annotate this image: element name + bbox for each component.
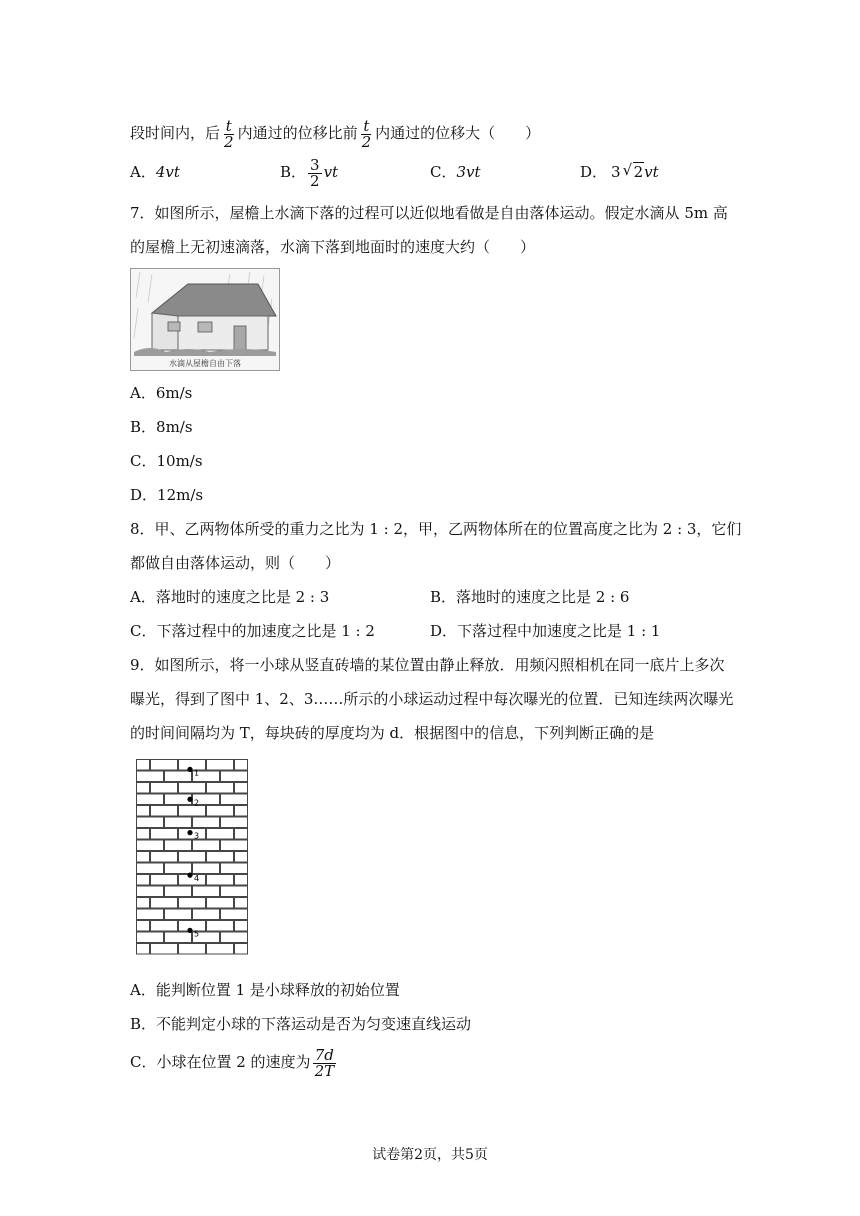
- brick: [221, 909, 248, 920]
- ball-position-3: [187, 830, 192, 835]
- q8-option-c: C．下落过程中的加速度之比是 1 : 2: [130, 622, 375, 640]
- brick: [221, 794, 248, 805]
- brick: [137, 840, 164, 851]
- q6-fraction-t-over-2: $\frac{t}{2}$: [224, 116, 234, 151]
- brick-row: [137, 783, 248, 794]
- brick-row: [137, 944, 248, 955]
- q6-stem-part1: 段时间内，后: [130, 124, 221, 142]
- brick: [221, 840, 248, 851]
- q9-option-c-fraction: $\frac{7d}{2T}$: [314, 1045, 335, 1080]
- house-illustration: [130, 268, 280, 371]
- brick: [151, 829, 178, 840]
- brick: [207, 829, 234, 840]
- brick: [137, 771, 164, 782]
- ball-position-5: [187, 928, 192, 933]
- ball-label-1: 1: [194, 768, 200, 778]
- brick: [151, 921, 178, 932]
- brick: [165, 909, 192, 920]
- ball-label-3: 3: [194, 831, 200, 841]
- brick: [207, 806, 234, 817]
- q7-line2: 的屋檐上无初速滴落，水滴下落到地面时的速度大约（ ）: [130, 238, 536, 256]
- q8-option-d: D．下落过程中加速度之比是 1 : 1: [430, 622, 661, 640]
- brick: [207, 783, 234, 794]
- brick: [221, 932, 248, 943]
- q6-option-b-fraction: $\frac{3}{2}$: [310, 155, 320, 190]
- q6-option-d: D． 3 √ 2vt: [580, 161, 659, 181]
- brick: [207, 875, 234, 886]
- q7-line1: 7．如图所示，屋檐上水滴下落的过程可以近似地看做是自由落体运动。假定水滴从 5m 高: [130, 204, 728, 222]
- brick: [235, 760, 248, 771]
- brick: [151, 806, 178, 817]
- brick: [193, 817, 220, 828]
- brick: [151, 944, 178, 955]
- brick: [235, 898, 248, 909]
- brick: [207, 944, 234, 955]
- q9-brick-wall-figure: [136, 758, 248, 956]
- q6-fraction-t-over-2-second: $\frac{t}{2}$: [361, 116, 372, 151]
- brick: [179, 944, 206, 955]
- brick: [137, 932, 164, 943]
- brick: [193, 886, 220, 897]
- brick-wall-diagram: [136, 758, 248, 956]
- brick: [151, 898, 178, 909]
- q6-stem-part2: 内通过的位移比前: [237, 124, 358, 142]
- brick: [137, 760, 150, 771]
- brick: [207, 921, 234, 932]
- brick: [165, 840, 192, 851]
- q7-option-a: A．6m/s: [130, 384, 193, 402]
- brick: [235, 806, 248, 817]
- brick: [137, 863, 164, 874]
- brick: [235, 875, 248, 886]
- brick: [179, 806, 206, 817]
- brick: [165, 932, 192, 943]
- brick: [235, 852, 248, 863]
- q7-house-figure: [130, 268, 280, 371]
- ball-position-4: [187, 873, 192, 878]
- page-footer: 试卷第2页，共5页: [372, 1147, 488, 1163]
- brick: [165, 817, 192, 828]
- brick: [137, 944, 150, 955]
- ball-label-4: 4: [194, 874, 200, 884]
- q9-line1: 9．如图所示，将一小球从竖直砖墙的某位置由静止释放．用频闪照相机在同一底片上多次: [130, 656, 725, 674]
- q8-line2: 都做自由落体运动，则（ ）: [130, 554, 341, 572]
- brick: [221, 863, 248, 874]
- brick: [151, 875, 178, 886]
- ball-label-2: 2: [194, 798, 200, 808]
- brick: [179, 852, 206, 863]
- brick: [137, 794, 164, 805]
- brick: [165, 886, 192, 897]
- q6-option-b: B． $\frac{3}{2}$ vt: [280, 155, 339, 190]
- brick-row: [137, 898, 248, 909]
- q6-stem-part3: 内通过的位移大（ ）: [375, 124, 541, 142]
- brick: [235, 944, 248, 955]
- brick: [165, 863, 192, 874]
- q9-option-b: B．不能判定小球的下落运动是否为匀变速直线运动: [130, 1015, 472, 1033]
- q8-line1: 8．甲、乙两物体所受的重力之比为 1 : 2，甲，乙两物体所在的位置高度之比为 2 : 3，它们: [130, 520, 742, 538]
- brick: [137, 829, 150, 840]
- brick-row: [137, 932, 248, 943]
- brick: [137, 921, 150, 932]
- q6-option-c: C．3vt: [430, 163, 481, 181]
- brick-row: [137, 909, 248, 920]
- ball-label-5: 5: [194, 929, 200, 939]
- q9-option-a: A．能判断位置 1 是小球释放的初始位置: [130, 981, 400, 999]
- brick: [221, 817, 248, 828]
- brick: [207, 852, 234, 863]
- brick: [151, 760, 178, 771]
- brick: [137, 806, 150, 817]
- house-figure-caption: 水滴从屋檐自由下落: [169, 359, 241, 368]
- q9-line3: 的时间间隔均为 T，每块砖的厚度均为 d．根据图中的信息，下列判断正确的是: [130, 724, 655, 742]
- ball-position-1: [187, 767, 192, 772]
- brick-row: [137, 840, 248, 851]
- brick: [151, 783, 178, 794]
- ball-position-2: [187, 797, 192, 802]
- q6-stem: [130, 113, 540, 153]
- brick: [151, 852, 178, 863]
- q7-option-b: B．8m/s: [130, 418, 193, 436]
- brick: [179, 783, 206, 794]
- brick-row: [137, 771, 248, 782]
- brick: [221, 771, 248, 782]
- q6-option-d-sqrt: √ 2: [622, 161, 644, 181]
- q7-option-d: D．12m/s: [130, 486, 204, 504]
- brick: [137, 783, 150, 794]
- brick-row: [137, 806, 248, 817]
- brick: [137, 909, 164, 920]
- brick: [137, 875, 150, 886]
- brick: [137, 817, 164, 828]
- brick-row: [137, 886, 248, 897]
- q6-option-a: A．4vt: [130, 163, 180, 181]
- q9-line2: 曝光，得到了图中 1、2、3……所示的小球运动过程中每次曝光的位置．已知连续两次曝光: [130, 690, 734, 708]
- brick: [137, 852, 150, 863]
- brick: [165, 771, 192, 782]
- brick: [235, 829, 248, 840]
- brick: [207, 760, 234, 771]
- brick: [221, 886, 248, 897]
- brick: [235, 783, 248, 794]
- brick-row: [137, 863, 248, 874]
- brick: [137, 886, 164, 897]
- brick: [137, 898, 150, 909]
- brick: [193, 909, 220, 920]
- q9-option-c: C．小球在位置 2 的速度为 $\frac{7d}{2T}$: [130, 1045, 335, 1080]
- brick: [193, 840, 220, 851]
- brick: [235, 921, 248, 932]
- brick-row: [137, 852, 248, 863]
- q7-option-c: C．10m/s: [130, 452, 203, 470]
- brick: [179, 898, 206, 909]
- q8-option-b: B．落地时的速度之比是 2 : 6: [430, 588, 630, 606]
- brick: [193, 863, 220, 874]
- q8-option-a: A．落地时的速度之比是 2 : 3: [130, 588, 330, 606]
- brick-row: [137, 817, 248, 828]
- brick: [207, 898, 234, 909]
